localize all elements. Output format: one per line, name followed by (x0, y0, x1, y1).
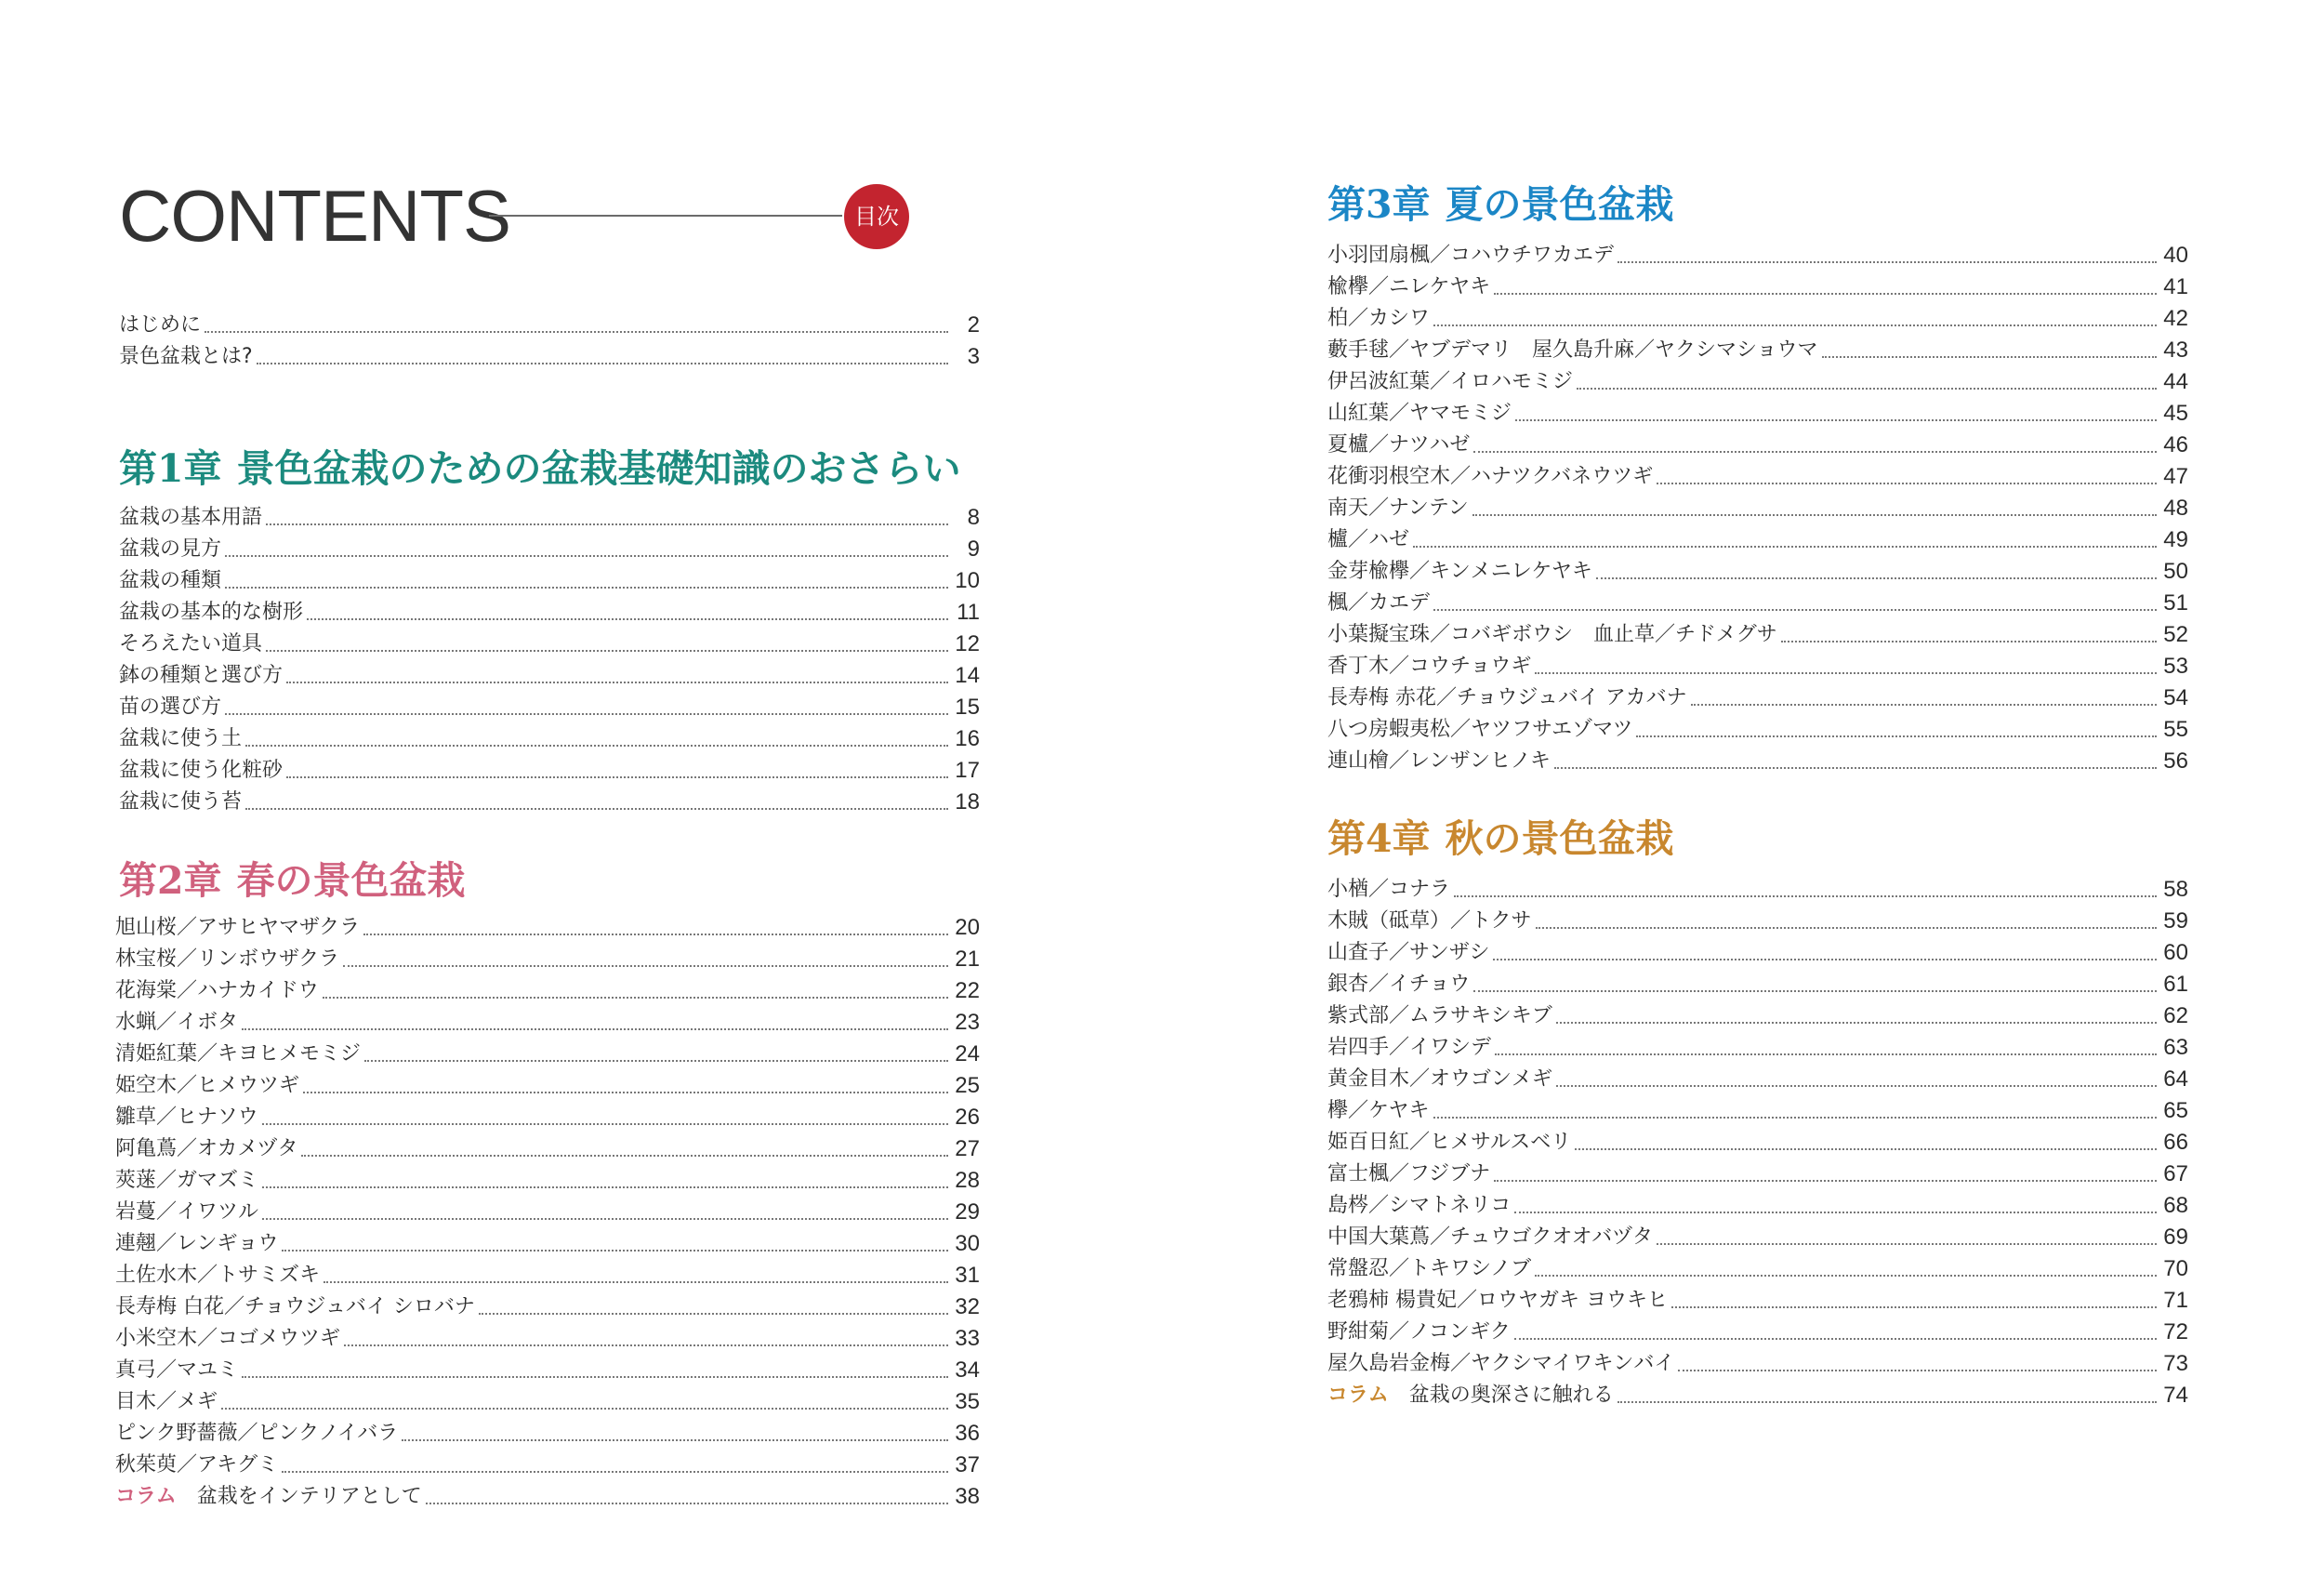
toc-entry[interactable] (115, 1197, 980, 1228)
toc-entry[interactable] (1327, 746, 2188, 777)
toc-entry-label: 小葉擬宝珠／コバギボウシ 血止草／チドメグサ (1327, 623, 1777, 646)
toc-entry[interactable] (1327, 271, 2188, 303)
toc-entry[interactable] (1327, 1348, 2188, 1380)
toc-entry-page: 51 (2163, 590, 2188, 616)
toc-entry[interactable] (1327, 1095, 2188, 1127)
dotted-leader (1577, 388, 2157, 390)
dotted-leader (1495, 1053, 2157, 1055)
toc-entry-page: 65 (2163, 1098, 2188, 1123)
toc-entry[interactable] (1327, 430, 2188, 461)
dotted-leader (1657, 483, 2157, 484)
dotted-leader (402, 1439, 948, 1441)
toc-entry-label: 莢蒾／ガマズミ (115, 1169, 259, 1192)
toc-entry[interactable] (1327, 1222, 2188, 1253)
dotted-leader (257, 363, 948, 364)
toc-entry[interactable] (115, 1133, 980, 1165)
dotted-leader (301, 1155, 948, 1157)
toc-entry-label: 景色盆栽とは? (119, 345, 253, 368)
toc-entry-label: 欅／ケヤキ (1327, 1099, 1430, 1122)
toc-entry[interactable] (1327, 398, 2188, 430)
toc-entry-page: 41 (2163, 274, 2188, 299)
dotted-leader (1657, 1243, 2157, 1245)
toc-entry-label: 姫空木／ヒメウツギ (115, 1074, 300, 1097)
toc-entry-label: 山査子／サンザシ (1327, 941, 1490, 964)
toc-entry-label: 小楢／コナラ (1327, 878, 1451, 901)
toc-entry-label: 阿亀蔦／オカメヅタ (115, 1137, 298, 1160)
toc-entry-label: 中国大葉蔦／チュウゴクオオバヅタ (1327, 1225, 1654, 1249)
toc-entry[interactable] (115, 1481, 980, 1513)
toc-entry-page: 69 (2163, 1225, 2188, 1250)
dotted-leader (262, 1186, 948, 1188)
toc-entry-label: 小米空木／コゴメウツギ (115, 1327, 341, 1350)
toc-entry-label: 花海棠／ハナカイドウ (115, 979, 319, 1002)
toc-entry[interactable] (1327, 906, 2188, 937)
toc-entry-page: 63 (2163, 1035, 2188, 1060)
toc-entry[interactable] (1327, 1253, 2188, 1285)
toc-entry[interactable] (1327, 874, 2188, 906)
toc-entry[interactable] (1327, 1159, 2188, 1190)
toc-entry-label: 盆栽に使う土 (119, 727, 243, 750)
toc-entry-label: 野紺菊／ノコンギク (1327, 1320, 1511, 1344)
dotted-leader (282, 1471, 948, 1473)
toc-entry[interactable] (119, 787, 980, 818)
toc-entry-page: 23 (955, 1010, 980, 1035)
toc-entry-page: 8 (967, 505, 980, 530)
dotted-leader (1671, 1306, 2157, 1308)
toc-entry-page: 45 (2163, 401, 2188, 426)
toc-entry-label: 盆栽の基本的な樹形 (119, 601, 304, 624)
toc-entry-label: 林宝桜／リンボウザクラ (115, 947, 340, 971)
toc-entry[interactable] (115, 1102, 980, 1133)
toc-entry-label: 櫨／ハゼ (1327, 528, 1410, 551)
toc-entry-label: 山紅葉／ヤマモミジ (1327, 402, 1512, 425)
toc-entry-label: 南天／ナンテン (1327, 497, 1469, 520)
toc-entry-page: 29 (955, 1199, 980, 1225)
dotted-leader (1514, 1212, 2157, 1213)
chapter2-number: 第2章 (119, 858, 222, 903)
toc-entry[interactable] (1327, 493, 2188, 524)
toc-entry-label: 柏／カシワ (1327, 307, 1431, 330)
chapter4-heading (1327, 814, 1674, 863)
toc-entry[interactable] (115, 1323, 980, 1355)
toc-entry[interactable] (119, 597, 980, 629)
toc-entry-label: 秋茱萸／アキグミ (115, 1453, 279, 1477)
toc-entry-page: 71 (2163, 1288, 2188, 1313)
toc-entry-page: 34 (955, 1357, 980, 1383)
dotted-leader (1536, 927, 2157, 929)
toc-entry-page: 15 (955, 695, 980, 720)
dotted-leader (363, 934, 948, 935)
toc-entry[interactable] (1327, 1000, 2188, 1032)
toc-entry-label: 島梣／シマトネリコ (1327, 1194, 1512, 1217)
dotted-leader (1494, 1180, 2157, 1182)
toc-entry[interactable] (119, 723, 980, 755)
dotted-leader (221, 1408, 948, 1410)
dotted-leader (245, 745, 948, 747)
toc-entry-label: 常盤忍／トキワシノブ (1327, 1257, 1532, 1280)
dotted-leader (1556, 1085, 2157, 1087)
toc-entry-label: 盆栽の見方 (119, 537, 222, 561)
toc-entry-page: 36 (955, 1421, 980, 1446)
chapter1-number: 第1章 (119, 446, 222, 491)
toc-entry-label: 清姫紅葉／キヨヒメモミジ (115, 1042, 362, 1066)
dotted-leader (1433, 609, 2157, 611)
toc-entry-page: 3 (967, 344, 980, 369)
chapter1-title: 景色盆栽のための盆栽基礎知識のおさらい (236, 446, 961, 491)
toc-entry-label: 鉢の種類と選び方 (119, 664, 284, 687)
chapter2-heading (119, 856, 466, 905)
toc-entry-page: 53 (2163, 654, 2188, 679)
dotted-leader (266, 650, 948, 652)
toc-entry-page: 28 (955, 1168, 980, 1193)
toc-entry-label: 連山檜／レンザンヒノキ (1327, 749, 1551, 773)
dotted-leader (1535, 1275, 2157, 1277)
toc-entry-label: 姫百日紅／ヒメサルスベリ (1327, 1131, 1572, 1154)
dotted-leader (262, 1218, 948, 1220)
toc-entry-label: 香丁木／コウチョウギ (1327, 655, 1532, 678)
toc-entry-label: 盆栽をインテリアとして (196, 1485, 422, 1508)
dotted-leader (1433, 1117, 2157, 1119)
dotted-leader (1781, 641, 2157, 642)
toc-entry-page: 9 (967, 536, 980, 562)
dotted-leader (1678, 1370, 2157, 1371)
toc-entry-label: 楡欅／ニレケヤキ (1327, 275, 1491, 298)
dotted-leader (225, 587, 948, 589)
toc-entry-label: 老鴉柿 楊貴妃／ロウヤガキ ヨウキヒ (1327, 1289, 1668, 1312)
toc-entry-label: 屋久島岩金梅／ヤクシマイワキンバイ (1327, 1352, 1675, 1375)
toc-entry[interactable] (115, 1386, 980, 1418)
toc-entry[interactable] (119, 502, 980, 534)
dotted-leader (242, 1376, 948, 1378)
toc-entry-page: 20 (955, 915, 980, 940)
column-tag: コラム (1327, 1384, 1389, 1407)
toc-entry-page: 61 (2163, 972, 2188, 997)
dotted-leader (245, 808, 948, 810)
toc-entry[interactable] (115, 1228, 980, 1260)
toc-entry[interactable] (1327, 588, 2188, 619)
dotted-leader (225, 555, 948, 557)
dotted-leader (262, 1123, 948, 1125)
toc-entry-label: 木賊（砥草）／トクサ (1327, 909, 1532, 933)
toc-entry-page: 27 (955, 1136, 980, 1161)
toc-entry-page: 40 (2163, 243, 2188, 268)
header-divider-line (489, 215, 842, 217)
toc-entry-page: 32 (955, 1294, 980, 1319)
toc-entry-label: 目木／メギ (115, 1390, 218, 1413)
toc-entry-label: 長寿梅 赤花／チョウジュバイ アカバナ (1327, 686, 1687, 709)
toc-entry-page: 70 (2163, 1256, 2188, 1281)
dotted-leader (307, 618, 948, 620)
dotted-leader (282, 1250, 948, 1252)
toc-entry-page: 58 (2163, 877, 2188, 902)
toc-entry-page: 12 (955, 631, 980, 656)
dotted-leader (1473, 451, 2157, 453)
toc-entry-label: 盆栽の基本用語 (119, 506, 263, 529)
toc-entry-label: 旭山桜／アサヒヤマザクラ (115, 916, 361, 939)
dotted-leader (1493, 959, 2157, 960)
chapter3-number: 第3章 (1327, 182, 1431, 227)
dotted-leader (205, 331, 948, 333)
toc-entry[interactable] (119, 565, 980, 597)
toc-entry-page: 62 (2163, 1003, 2188, 1028)
chapter3-heading (1327, 180, 1674, 229)
toc-entry-page: 42 (2163, 306, 2188, 331)
dotted-leader (1472, 514, 2157, 516)
dotted-leader (1473, 990, 2157, 992)
toc-entry-label: 連翹／レンギョウ (115, 1232, 279, 1255)
toc-entry-label: 夏櫨／ナツハゼ (1327, 433, 1471, 457)
toc-entry[interactable] (115, 1039, 980, 1070)
dotted-leader (286, 682, 948, 683)
dotted-leader (286, 776, 948, 778)
chapter3-list (1327, 240, 2188, 777)
toc-entry-page: 25 (955, 1073, 980, 1098)
toc-entry[interactable] (1327, 556, 2188, 588)
toc-entry[interactable] (115, 1070, 980, 1102)
toc-entry-page: 59 (2163, 908, 2188, 934)
toc-entry[interactable] (1327, 240, 2188, 271)
toc-entry[interactable] (1327, 461, 2188, 493)
toc-entry-label: 真弓／マユミ (115, 1358, 239, 1382)
dotted-leader (1596, 577, 2157, 579)
toc-entry[interactable] (1327, 937, 2188, 969)
dotted-leader (1636, 735, 2157, 737)
toc-entry-label: 八つ房蝦夷松／ヤツフサエゾマツ (1327, 718, 1633, 741)
toc-entry[interactable] (119, 534, 980, 565)
dotted-leader (323, 997, 948, 999)
toc-entry-page: 21 (955, 947, 980, 972)
toc-entry-label: 土佐水木／トサミズキ (115, 1264, 321, 1287)
toc-entry[interactable] (115, 1260, 980, 1291)
dotted-leader (225, 713, 948, 715)
toc-entry-page: 73 (2163, 1351, 2188, 1376)
toc-entry[interactable] (1327, 1380, 2188, 1411)
toc-entry-page: 56 (2163, 748, 2188, 774)
toc-entry-label: 雛草／ヒナソウ (115, 1106, 258, 1129)
toc-entry-page: 2 (967, 312, 980, 338)
toc-entry[interactable] (115, 912, 980, 944)
toc-entry[interactable] (1327, 969, 2188, 1000)
toc-entry[interactable] (119, 341, 980, 373)
toc-entry[interactable] (1327, 651, 2188, 682)
dotted-leader (1433, 324, 2157, 326)
contents-title: CONTENTS (119, 175, 510, 257)
right-page (1162, 0, 2324, 1576)
toc-entry-page: 47 (2163, 464, 2188, 489)
toc-entry-page: 26 (955, 1105, 980, 1130)
toc-entry-label: 富士楓／フジブナ (1327, 1162, 1491, 1185)
dotted-leader (1575, 1148, 2157, 1150)
toc-entry-label: ピンク野薔薇／ピンクノイバラ (115, 1422, 399, 1445)
toc-entry-page: 66 (2163, 1130, 2188, 1155)
chapter1-list (119, 502, 980, 818)
intro-list (119, 310, 980, 373)
dotted-leader (1556, 1022, 2157, 1024)
toc-entry-page: 37 (955, 1452, 980, 1477)
dotted-leader (479, 1313, 948, 1315)
toc-entry-page: 11 (957, 600, 980, 625)
toc-entry[interactable] (115, 944, 980, 975)
toc-entry-page: 33 (955, 1326, 980, 1351)
toc-entry-label: 盆栽に使う苔 (119, 790, 243, 814)
dotted-leader (1618, 1401, 2157, 1403)
toc-entry-label: 伊呂波紅葉／イロハモミジ (1327, 370, 1574, 393)
toc-entry[interactable] (1327, 303, 2188, 335)
toc-entry[interactable] (115, 1450, 980, 1481)
toc-entry[interactable] (119, 755, 980, 787)
toc-entry-label: 紫式部／ムラサキシキブ (1327, 1004, 1552, 1027)
dotted-leader (1535, 672, 2157, 674)
toc-entry-page: 68 (2163, 1193, 2188, 1218)
toc-entry[interactable] (115, 1007, 980, 1039)
toc-entry-label: 苗の選び方 (119, 695, 222, 719)
dotted-leader (324, 1281, 948, 1283)
chapter3-title: 夏の景色盆栽 (1445, 182, 1674, 227)
chapter1-heading (119, 444, 961, 493)
toc-entry-page: 31 (955, 1263, 980, 1288)
chapter4-number: 第4章 (1327, 816, 1431, 861)
toc-entry-label: 岩四手／イワシデ (1327, 1036, 1492, 1059)
toc-entry[interactable] (1327, 335, 2188, 366)
toc-entry-page: 44 (2163, 369, 2188, 394)
toc-entry[interactable] (1327, 682, 2188, 714)
toc-entry[interactable] (119, 310, 980, 341)
toc-entry-label: 銀杏／イチョウ (1327, 973, 1471, 996)
toc-entry[interactable] (119, 660, 980, 692)
dotted-leader (266, 523, 948, 525)
toc-entry-label: 盆栽の奥深さに触れる (1408, 1384, 1614, 1407)
toc-entry-label: 長寿梅 白花／チョウジュバイ シロバナ (115, 1295, 475, 1318)
toc-entry-label: 盆栽の種類 (119, 569, 222, 592)
toc-entry-label: 水蝋／イボタ (115, 1011, 239, 1034)
toc-entry[interactable] (119, 629, 980, 660)
dotted-leader (1822, 356, 2157, 358)
toc-entry[interactable] (115, 1418, 980, 1450)
toc-entry[interactable] (119, 692, 980, 723)
toc-entry-page: 16 (955, 726, 980, 751)
dotted-leader (1691, 704, 2157, 706)
toc-entry-page: 10 (955, 568, 980, 593)
toc-entry-page: 52 (2163, 622, 2188, 647)
toc-entry[interactable] (115, 975, 980, 1007)
contents-header (119, 175, 899, 260)
toc-entry-page: 72 (2163, 1319, 2188, 1344)
toc-entry-label: 盆栽に使う化粧砂 (119, 759, 284, 782)
dotted-leader (1515, 419, 2157, 421)
toc-entry[interactable] (1327, 1190, 2188, 1222)
toc-entry[interactable] (115, 1291, 980, 1323)
toc-entry[interactable] (1327, 1064, 2188, 1095)
toc-entry-label: 小羽団扇楓／コハウチワカエデ (1327, 244, 1615, 267)
toc-entry-label: 黄金目木／オウゴンメギ (1327, 1067, 1553, 1091)
dotted-leader (242, 1028, 948, 1030)
toc-entry[interactable] (1327, 1285, 2188, 1317)
toc-entry-page: 17 (955, 758, 980, 783)
toc-entry-label: 岩蔓／イワツル (115, 1200, 259, 1224)
toc-entry[interactable] (1327, 1032, 2188, 1064)
toc-entry-page: 54 (2163, 685, 2188, 710)
toc-entry-page: 50 (2163, 559, 2188, 584)
toc-entry-page: 18 (955, 789, 980, 814)
dotted-leader (426, 1503, 948, 1504)
dotted-leader (303, 1092, 948, 1093)
dotted-leader (1514, 1338, 2157, 1340)
toc-entry-label: そろえたい道具 (119, 632, 263, 656)
dotted-leader (344, 1344, 948, 1346)
toc-entry[interactable] (1327, 366, 2188, 398)
dotted-leader (364, 1060, 948, 1062)
toc-entry-page: 30 (955, 1231, 980, 1256)
toc-entry-page: 46 (2163, 432, 2188, 457)
dotted-leader (1454, 895, 2157, 897)
dotted-leader (1554, 767, 2157, 769)
toc-entry-page: 38 (955, 1484, 980, 1509)
toc-entry[interactable] (1327, 619, 2188, 651)
dotted-leader (1413, 546, 2157, 548)
toc-entry-page: 22 (955, 978, 980, 1003)
toc-entry-page: 67 (2163, 1161, 2188, 1186)
toc-entry-page: 43 (2163, 338, 2188, 363)
toc-entry-page: 74 (2163, 1383, 2188, 1408)
chapter2-title: 春の景色盆栽 (236, 858, 466, 903)
chapter4-list (1327, 874, 2188, 1411)
toc-entry-page: 64 (2163, 1066, 2188, 1092)
toc-entry-page: 60 (2163, 940, 2188, 965)
dotted-leader (1494, 293, 2157, 295)
toc-entry[interactable] (1327, 524, 2188, 556)
toc-entry-page: 14 (955, 663, 980, 688)
toc-entry-label: はじめに (119, 313, 202, 337)
dotted-leader (343, 965, 948, 967)
dotted-leader (1618, 261, 2157, 263)
toc-entry-label: 金芽楡欅／キンメニレケヤキ (1327, 560, 1592, 583)
toc-entry-label: 藪手毬／ヤブデマリ 屋久島升麻／ヤクシマショウマ (1327, 338, 1818, 362)
toc-entry[interactable] (115, 1355, 980, 1386)
chapter2-list (115, 912, 980, 1513)
toc-entry[interactable] (115, 1165, 980, 1197)
toc-entry-page: 35 (955, 1389, 980, 1414)
column-tag: コラム (115, 1485, 177, 1508)
toc-entry-label: 楓／カエデ (1327, 591, 1431, 615)
mokuji-badge: 目次 (844, 184, 909, 249)
toc-entry-page: 55 (2163, 717, 2188, 742)
chapter4-title: 秋の景色盆栽 (1445, 816, 1674, 861)
toc-entry-page: 49 (2163, 527, 2188, 552)
toc-entry[interactable] (1327, 1317, 2188, 1348)
toc-entry-label: 花衝羽根空木／ハナツクバネウツギ (1327, 465, 1654, 488)
toc-entry[interactable] (1327, 714, 2188, 746)
toc-entry-page: 48 (2163, 496, 2188, 521)
toc-entry[interactable] (1327, 1127, 2188, 1159)
toc-entry-page: 24 (955, 1041, 980, 1066)
